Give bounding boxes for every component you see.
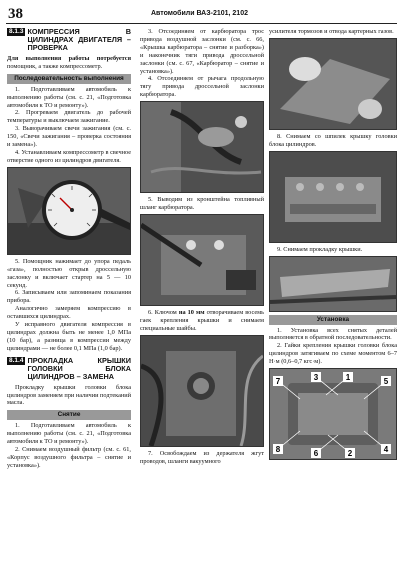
- removal-step-4: 4. Отсоединяем от рычага продольную тягу привода дроссельной заслонки карбюратора.: [140, 75, 264, 99]
- svg-text:5: 5: [383, 377, 389, 387]
- cover-nuts-photo: [140, 214, 264, 306]
- running-title: Автомобили ВАЗ-2101, 2102: [151, 10, 248, 17]
- bar-heading-sequence: Последовательность выполнения: [7, 74, 131, 84]
- step-3: 3. Выворачиваем свечи зажигания (см. с. 150, «Свечи зажигания – проверка состояния и замена»).: [7, 125, 131, 149]
- step-1: 1. Подготавливаем автомобиль к выполнению работы (см. с. 21, «Подготовка автомобиля к ТО и ремонту»).: [7, 85, 131, 109]
- section-title: КОМПРЕССИЯ В ЦИЛИНДРАХ ДВИГАТЕЛЯ – ПРОВЕРКА: [27, 27, 131, 52]
- compression-gauge-photo: [7, 167, 131, 255]
- section-heading-compression: [7, 28, 131, 52]
- svg-text:7: 7: [275, 377, 281, 387]
- text-analog: Аналогично замеряем компрессию в оставшихся цилиндрах.: [7, 305, 131, 321]
- bar-heading-installation: Установка: [269, 315, 397, 325]
- step-2: 2. Прогреваем двигатель до рабочей температуры и выключаем зажигание.: [7, 109, 131, 125]
- step-6: 6. Записываем или запоминаем показания прибора.: [7, 289, 131, 305]
- removal-step-3: 3. Отсоединяем от карбюратора трос привода воздушной заслонки (см. с. 66, «Крышка карбюратора – снятие и разборка») и наконечник тяги привода дроссельной заслонки (см. с. 67, «Карбюратор – снятие и установка»).: [140, 28, 264, 75]
- section-title: ПРОКЛАДКА КРЫШКИ ГОЛОВКИ БЛОКА ЦИЛИНДРОВ – ЗАМЕНА: [27, 355, 131, 381]
- caption-9: 9. Снимаем прокладку крышки.: [277, 245, 363, 253]
- caption-7: 7. Освобождаем из держателя жгут проводов, шланги вакуумного: [140, 449, 264, 465]
- install-step-2: 2. Гайки крепления крышки головки блока цилиндров затягиваем по схеме моментом 6–7 Н·м (0,6–0,7 кгс·м).: [269, 342, 397, 366]
- svg-text:1: 1: [345, 373, 351, 383]
- column-2: [140, 28, 264, 566]
- bar-heading-removal: Снятие: [7, 410, 131, 420]
- caption-8: 8. Снимаем со шпилек крышку головки блока цилиндров.: [269, 132, 397, 148]
- tightening-order-diagram: [269, 368, 397, 460]
- step-5: 5. Помощник нажимает до упора педаль «газа», полностью открыв дроссельную заслонку и включает стартер на 5 — 10 секунд.: [7, 257, 131, 289]
- gasket-intro: Прокладку крышки головки блока цилиндров заменяем при наличии подтеканий масла.: [7, 383, 131, 407]
- caption-5: 5. Выводим из кронштейна топливный шланг карбюратора.: [140, 196, 264, 212]
- text-norm: У исправного двигателя компрессия в цилиндрах должна быть не менее 1,0 МПа (10 бар), а разница в компрессии между цилиндрами — не более 0,1 МПа (1,0 бар).: [7, 321, 131, 352]
- step-4: 4. Устанавливаем компрессометр в свечное отверстие одного из цилиндров двигателя.: [7, 148, 131, 164]
- page-number: 38: [8, 6, 23, 22]
- engine-head-photo: [269, 151, 397, 243]
- column-3: [269, 28, 397, 566]
- section-heading-gasket: [7, 357, 131, 381]
- section-number: 8.1.3: [9, 28, 24, 35]
- svg-text:4: 4: [383, 445, 389, 455]
- svg-text:3: 3: [313, 373, 319, 383]
- svg-text:2: 2: [347, 449, 353, 459]
- column-1: [7, 28, 131, 566]
- install-step-1: 1. Установка всех снятых деталей выполняется в обратной последовательности.: [269, 326, 397, 342]
- removal-step-1: 1. Подготавливаем автомобиль к выполнению работы (см. с. 21, «Подготовка автомобиля к ТО и ремонту»).: [7, 422, 131, 446]
- fuel-hose-photo: [140, 101, 264, 193]
- wiring-harness-photo: [140, 335, 264, 447]
- intro-text: Для выполнения работы потребуется помощник, а также компрессометр.: [7, 55, 131, 70]
- page-header: [6, 8, 397, 24]
- gasket-photo: [269, 256, 397, 312]
- cover-removal-photo: [269, 38, 397, 130]
- svg-text:6: 6: [313, 449, 319, 459]
- svg-text:8: 8: [275, 445, 281, 455]
- removal-step-2: 2. Снимаем воздушный фильтр (см. с. 61, «Корпус воздушного фильтра – снятие и установка»).: [7, 446, 131, 469]
- section-number: 8.1.4: [9, 356, 24, 364]
- caption-6: 6. Ключом на 10 мм отворачиваем восемь гаек крепления крышки и снимаем специальные шайбы.: [140, 308, 265, 332]
- caption-7-cont: усилителя тормозов и отвода картерных газов.: [269, 28, 394, 35]
